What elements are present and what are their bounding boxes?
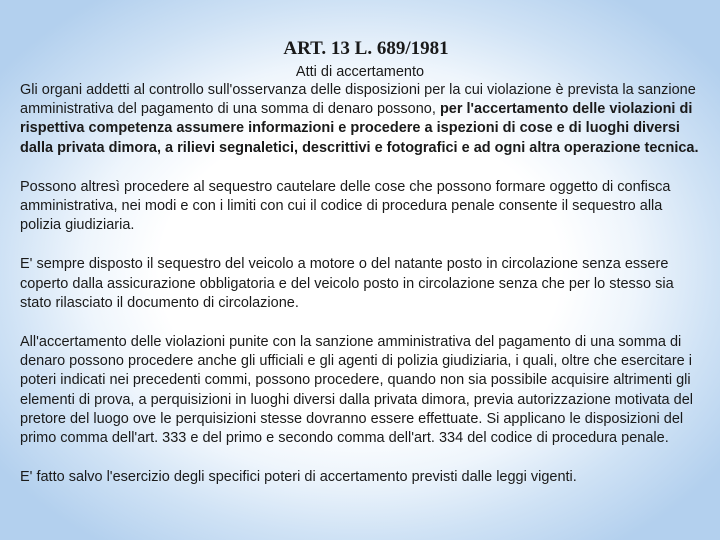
page-subtitle: Atti di accertamento: [295, 64, 425, 80]
paragraph-1-plain: Gli organi addetti al controllo sull'osservanza delle disposizioni per la cui violazione è prevista la sanzione amministrativa del pagamento di una somma di denaro possono,: [20, 82, 696, 118]
paragraph-1-bold: per l'accertamento delle violazioni di rispettiva competenza assumere informazioni e procedere a ispezioni di cose e di luoghi diversi dalla privata dimora, a rilievi segnaletici, descrittivi e fotografici e ad ogni altra operazione tecnica.: [20, 101, 699, 156]
page-title: ART. 13 L. 689/1981: [283, 38, 449, 59]
paragraph-4: All'accertamento delle violazioni punite con la sanzione amministrativa del pagamento di una somma di denaro possono procedere anche gli ufficiali e gli agenti di polizia giudiziaria, i quali, oltre che esercitare i poteri indicati nei precedenti commi, possono procedere, quando non sia possibile acquisire altrimenti gli elementi di prova, a perquisizioni in luoghi diversi dalla privata dimora, previa autorizzazione motivata del pretore del luogo ove le perquisizioni stesse dovranno essere effettuate. Si applicano le disposizioni del primo comma dell'art. 333 e del primo e secondo comma dell'art. 334 del codice di procedura penale.: [20, 334, 693, 447]
paragraph-3: E' sempre disposto il sequestro del veicolo a motore o del natante posto in circolazione senza essere coperto dalla assicurazione obbligatoria e del veicolo posto in circolazione senza che per lo stesso sia stato rilasciato il documento di circolazione.: [20, 256, 674, 311]
paragraph-5: E' fatto salvo l'esercizio degli specifici poteri di accertamento previsti dalle leggi vigenti.: [20, 469, 577, 486]
paragraph-1: [20, 81, 704, 158]
paragraph-2: Possono altresì procedere al sequestro cautelare delle cose che possono formare oggetto di confisca amministrativa, nei modi e con i limiti con cui il codice di procedura penale consente il sequestro alla polizia giudiziaria.: [20, 178, 671, 234]
article-body: [20, 81, 704, 507]
